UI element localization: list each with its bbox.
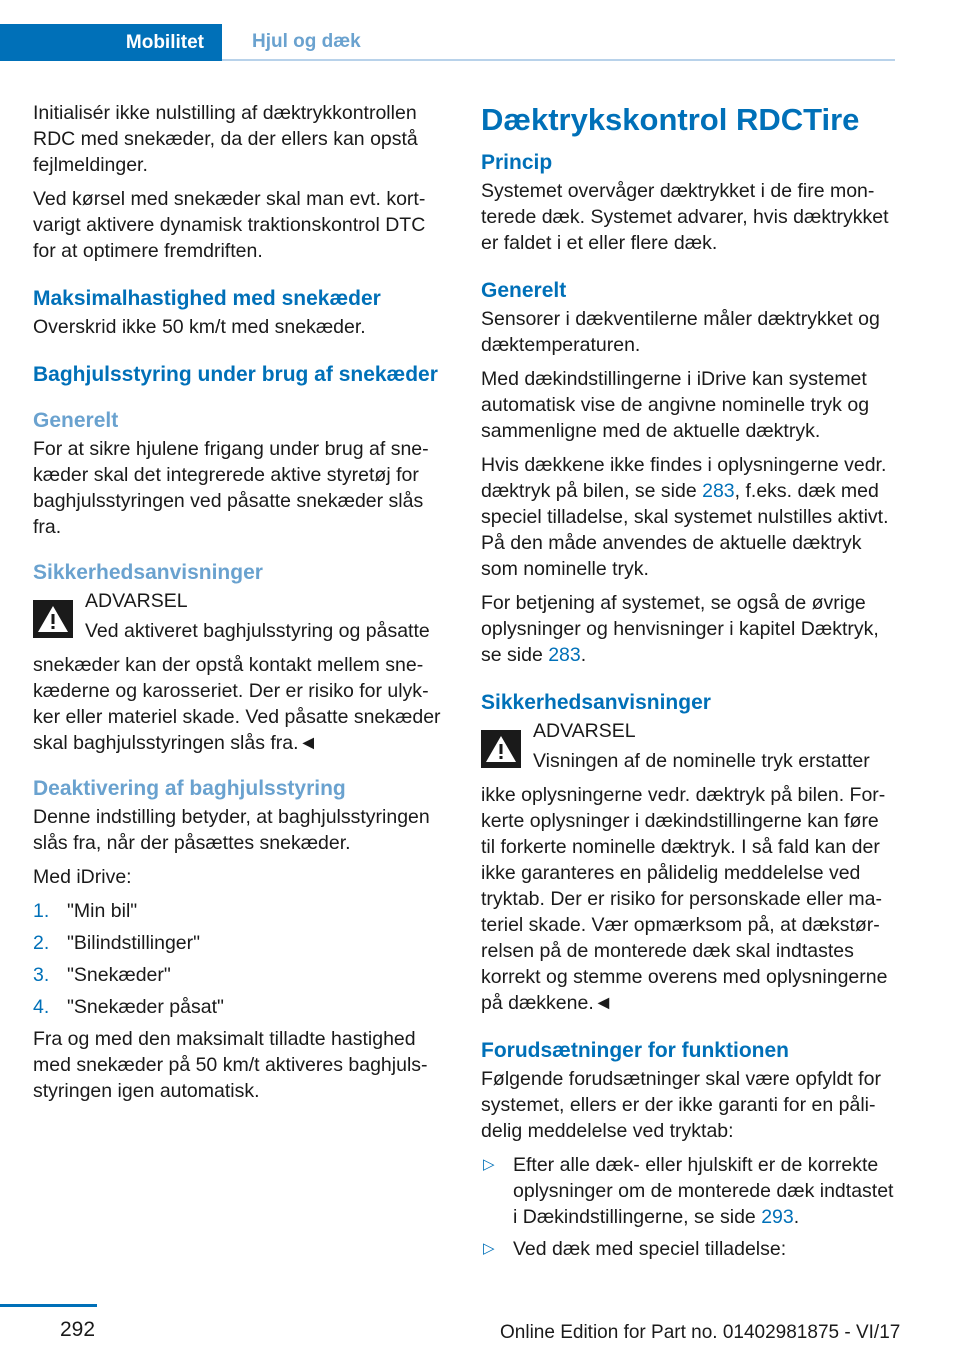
- deactivate-paragraph: Denne indstilling betyder, at baghjulsstyringen slås fra, når der påsættes snekæder.: [33, 806, 430, 854]
- step-text: "Snekæder": [67, 964, 171, 986]
- warning-title-left: ADVARSEL: [85, 590, 188, 612]
- step-number: 2.: [33, 932, 50, 954]
- warning-text-right: ikke oplysningerne vedr. dæktryk på bilen. Forkerte oplysninger i dækindstillingerne kan føre til forkerte nominelle dæktryk. I så fald kan der ikke garanteres en pålidelig meddelelse ved tryktab. Der er risiko for personskade eller materiel skade. Vær opmærksom på, at dækstørrelsen på de monterede dæk skal indtastes korrekt og stemme overens med oplysningerne på dækkene.◄: [481, 784, 888, 1014]
- generelt-paragraph-4: For betjening af systemet, se også de øvrige oplysninger og henvisninger i kapitel Dæktryk, se side 283.: [481, 592, 879, 666]
- page-link-293[interactable]: 293: [761, 1206, 794, 1228]
- left-column: [33, 100, 448, 1112]
- list-item: ▷ Ved dæk med speciel tilladelse:: [483, 1238, 787, 1260]
- footer-rule: [0, 1304, 97, 1307]
- list-item: ▷ Efter alle dæk- eller hjulskift er de korrekte oplysninger om de monterede dæk indtastet i Dækindstillingerne, se side 293.: [483, 1154, 894, 1228]
- heading-max-speed: Maksimalhastighed med snekæder: [33, 287, 381, 310]
- list-item: [33, 898, 448, 924]
- warning-triangle-icon: [481, 730, 521, 768]
- max-speed-paragraph: Overskrid ikke 50 km/t med snekæder.: [33, 316, 366, 338]
- step-text: "Bilindstillinger": [67, 932, 201, 954]
- section-title: Dæktrykskontrol RDCTire: [481, 102, 860, 137]
- heading-deactivate: Deaktivering af baghjulsstyring: [33, 777, 346, 800]
- edition-text: Online Edition for Part no. 01402981875 - VI/17: [500, 1322, 901, 1343]
- intro-paragraph-2: Ved kørsel med snekæder skal man evt. kortvarigt aktivere dynamisk traktionskontrol DTC for at optimere fremdriften.: [33, 188, 426, 262]
- heading-generelt-left: Generelt: [33, 409, 119, 432]
- page-number: 292: [60, 1318, 96, 1341]
- heading-rear-steering: Baghjulsstyring under brug af snekæder: [33, 363, 438, 386]
- step-number: 1.: [33, 900, 50, 922]
- requirements-list: [481, 1152, 896, 1262]
- warning-lead-right: Visningen af de nominelle tryk erstatter: [533, 750, 870, 772]
- warning-title-right: ADVARSEL: [533, 720, 636, 742]
- generelt-paragraph-3: Hvis dækkene ikke findes i oplysningerne vedr. dæktryk på bilen, se side 283, f.eks. dæk med speciel tilladelse, skal systemet nulstilles aktivt. På den måde anvendes de aktuelle dæktryk som nominelle tryk.: [481, 454, 889, 580]
- right-column: [481, 100, 896, 1268]
- list-item: [33, 962, 448, 988]
- tab-mobilitet[interactable]: Mobilitet: [0, 24, 222, 61]
- list-item: [33, 994, 448, 1020]
- warning-triangle-icon: [33, 600, 73, 638]
- generelt-paragraph-1: Sensorer i dækventilerne måler dæktrykket og dæktemperaturen.: [481, 308, 880, 356]
- heading-princip: Princip: [481, 151, 553, 174]
- tab-hjul-og-daek[interactable]: Hjul og dæk: [222, 24, 895, 61]
- idrive-steps: [33, 898, 448, 1020]
- generelt-paragraph-2: Med dækindstillingerne i iDrive kan systemet automatisk vise de angivne nominelle tryk og sammenligne med de aktuelle dæktryk.: [481, 368, 870, 442]
- step-text: "Min bil": [67, 900, 138, 922]
- step-number: 3.: [33, 964, 50, 986]
- generelt-paragraph-left: For at sikre hjulene frigang under brug af snekæder skal det integrerede aktive styretøj for baghjulsstyringen ved påsatte snekæder slås fra.: [33, 438, 429, 538]
- page-link-283[interactable]: 283: [548, 644, 581, 666]
- princip-paragraph: Systemet overvåger dæktrykket i de fire monterede dæk. Systemet advarer, hvis dæktrykket er faldet i et eller flere dæk.: [481, 180, 889, 254]
- heading-generelt-right: Generelt: [481, 279, 567, 302]
- triangle-bullet-icon: ▷: [483, 1240, 495, 1257]
- heading-safety-left: Sikkerhedsanvisninger: [33, 561, 263, 584]
- step-text: "Snekæder påsat": [67, 996, 224, 1018]
- requirements-paragraph: Følgende forudsætninger skal være opfyldt for systemet, ellers er der ikke garanti for en pålidelig meddelelse ved tryktab:: [481, 1068, 881, 1142]
- warning-block-left: [33, 588, 448, 644]
- heading-safety-right: Sikkerhedsanvisninger: [481, 691, 711, 714]
- header-tabs: [0, 24, 895, 62]
- warning-lead-left: Ved aktiveret baghjulsstyring og påsatte: [85, 620, 430, 642]
- page-link-283[interactable]: 283: [702, 480, 735, 502]
- final-paragraph: Fra og med den maksimalt tilladte hastighed med snekæder på 50 km/t aktiveres baghjulsstyringen igen automatisk.: [33, 1028, 428, 1102]
- warning-block-right: [481, 718, 896, 774]
- heading-requirements: Forudsætninger for funktionen: [481, 1039, 789, 1062]
- warning-text-left: snekæder kan der opstå kontakt mellem snekæderne og karosseriet. Der er risiko for ulykker eller materiel skade. Ved påsatte snekæder skal baghjulsstyringen slås fra.◄: [33, 654, 441, 754]
- intro-paragraph-1: Initialisér ikke nulstilling af dæktrykkontrollen RDC med snekæder, da der ellers kan opstå fejlmeldinger.: [33, 102, 418, 176]
- step-number: 4.: [33, 996, 50, 1018]
- list-item: [33, 930, 448, 956]
- idrive-label: Med iDrive:: [33, 866, 132, 888]
- triangle-bullet-icon: ▷: [483, 1156, 495, 1173]
